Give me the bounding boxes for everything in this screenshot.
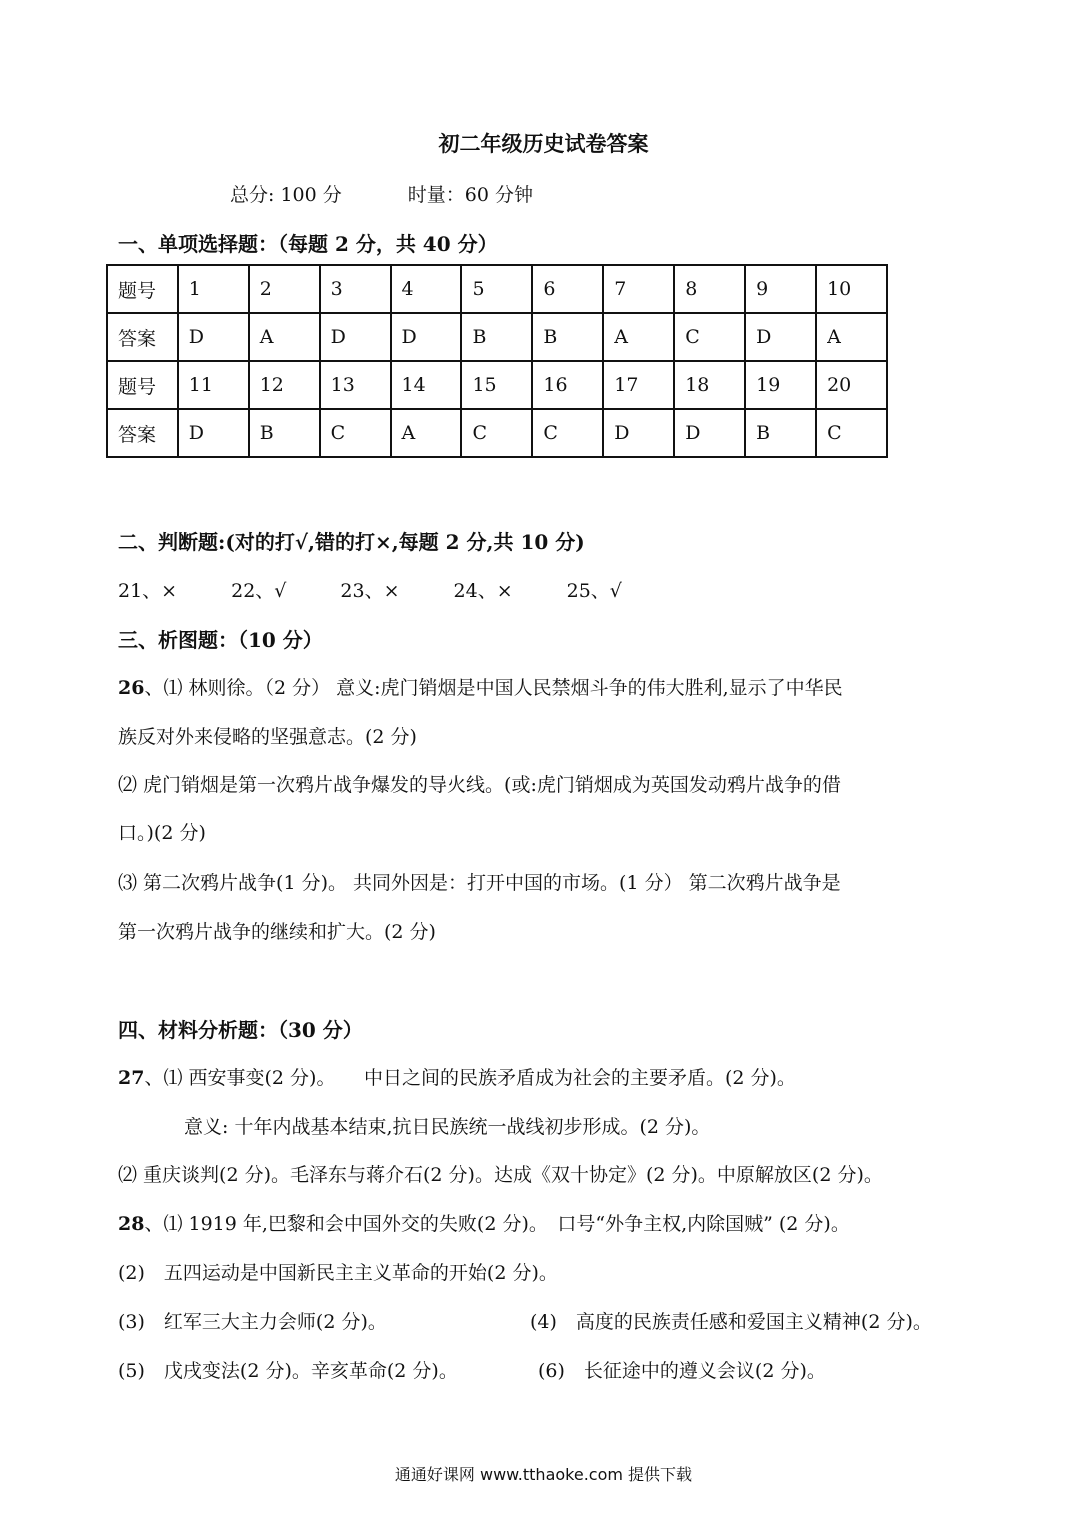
q28-line-4a: (5) 戊戌变法(2 分)。辛亥革命(2 分)。: [118, 1360, 458, 1382]
tf-answer: 24、×: [453, 580, 513, 602]
table-cell-answer: D: [178, 313, 249, 361]
row-label: 题号: [107, 265, 178, 313]
footer-watermark: 通通好课网 www.tthaoke.com 提供下载: [394, 1465, 693, 1484]
q27-line-1: 27、⑴ 西安事变(2 分)。 中日之间的民族矛盾成为社会的主要矛盾。(2 分)。: [118, 1067, 796, 1089]
table-cell-answer: D: [674, 409, 745, 457]
q28-line-3b: (4) 高度的民族责任感和爱国主义精神(2 分)。: [530, 1311, 932, 1333]
q26-line-1: 26、⑴ 林则徐。（2 分） 意义:虎门销烟是中国人民禁烟斗争的伟大胜利,显示了中华民: [118, 677, 843, 699]
tf-answer: 21、×: [118, 580, 178, 602]
table-cell-answer: A: [249, 313, 320, 361]
table-cell-number: 19: [745, 361, 816, 409]
table-cell-number: 18: [674, 361, 745, 409]
tf-answer: 23、×: [340, 580, 400, 602]
total-score: 总分: 100 分: [230, 184, 342, 206]
table-cell-answer: C: [674, 313, 745, 361]
table-cell-number: 4: [391, 265, 462, 313]
table-cell-number: 13: [320, 361, 391, 409]
exam-meta: [230, 180, 593, 207]
table-cell-answer: D: [745, 313, 816, 361]
tf-answer: 25、√: [566, 580, 622, 602]
table-cell-answer: C: [320, 409, 391, 457]
table-cell-number: 10: [816, 265, 887, 313]
q26-line-2: 族反对外来侵略的坚强意志。(2 分): [118, 726, 417, 748]
table-cell-answer: D: [391, 313, 462, 361]
table-cell-number: 14: [391, 361, 462, 409]
table-cell-answer: B: [532, 313, 603, 361]
table-cell-answer: C: [532, 409, 603, 457]
tf-answer: 22、√: [231, 580, 287, 602]
table-cell-answer: B: [249, 409, 320, 457]
q28-line-4b: (6) 长征途中的遵义会议(2 分)。: [538, 1360, 826, 1382]
table-cell-answer: D: [603, 409, 674, 457]
table-row: [107, 265, 887, 313]
table-cell-answer: A: [391, 409, 462, 457]
row-label: 答案: [107, 409, 178, 457]
table-cell-number: 1: [178, 265, 249, 313]
table-cell-number: 2: [249, 265, 320, 313]
table-cell-number: 11: [178, 361, 249, 409]
table-cell-answer: A: [603, 313, 674, 361]
page-title: 初二年级历史试卷答案: [438, 131, 649, 156]
q26-line-6: 第一次鸦片战争的继续和扩大。(2 分): [118, 921, 436, 943]
q28-line-2: (2) 五四运动是中国新民主主义革命的开始(2 分)。: [118, 1262, 558, 1284]
table-cell-answer: C: [461, 409, 532, 457]
table-cell-number: 17: [603, 361, 674, 409]
q27-line-3: ⑵ 重庆谈判(2 分)。毛泽东与蒋介石(2 分)。达成《双十协定》(2 分)。中原解放区(2 分)。: [118, 1164, 883, 1186]
table-row: [107, 313, 887, 361]
table-row: [107, 409, 887, 457]
table-cell-number: 20: [816, 361, 887, 409]
table-cell-number: 12: [249, 361, 320, 409]
q26-number: 26: [118, 677, 145, 699]
table-row: [107, 361, 887, 409]
q28-number: 28: [118, 1213, 145, 1235]
q28-line-3a: (3) 红军三大主力会师(2 分)。: [118, 1311, 387, 1333]
q28-line-1: 28、⑴ 1919 年,巴黎和会中国外交的失败(2 分)。 口号“外争主权,内除国贼” (2 分)。: [118, 1213, 850, 1235]
table-cell-number: 7: [603, 265, 674, 313]
table-cell-number: 16: [532, 361, 603, 409]
time-limit: 时量：60 分钟: [407, 184, 534, 206]
section3-heading: 三、析图题：（10 分）: [118, 628, 323, 652]
q26-line-5: ⑶ 第二次鸦片战争(1 分)。 共同外因是：打开中国的市场。(1 分） 第二次鸦片战争是: [118, 872, 841, 894]
table-cell-answer: C: [816, 409, 887, 457]
table-cell-number: 5: [461, 265, 532, 313]
true-false-answers: [118, 576, 676, 603]
table-cell-answer: B: [461, 313, 532, 361]
section1-heading: 一、单项选择题：（每题 2 分，共 40 分）: [118, 232, 498, 256]
q26-line-4: 口。)(2 分): [118, 822, 206, 844]
table-cell-answer: D: [178, 409, 249, 457]
table-cell-number: 15: [461, 361, 532, 409]
row-label: 题号: [107, 361, 178, 409]
q26-line-3: ⑵ 虎门销烟是第一次鸦片战争爆发的导火线。(或:虎门销烟成为英国发动鸦片战争的借: [118, 774, 841, 796]
q27-line-2: 意义: 十年内战基本结束,抗日民族统一战线初步形成。(2 分)。: [184, 1116, 711, 1138]
table-cell-answer: B: [745, 409, 816, 457]
table-cell-answer: D: [320, 313, 391, 361]
answer-table: [106, 264, 888, 458]
table-cell-number: 3: [320, 265, 391, 313]
q27-number: 27: [118, 1067, 145, 1089]
table-cell-answer: A: [816, 313, 887, 361]
table-cell-number: 9: [745, 265, 816, 313]
section4-heading: 四、材料分析题：（30 分）: [118, 1018, 363, 1042]
section2-heading: 二、判断题:(对的打√,错的打×,每题 2 分,共 10 分): [118, 530, 585, 554]
row-label: 答案: [107, 313, 178, 361]
table-cell-number: 6: [532, 265, 603, 313]
table-cell-number: 8: [674, 265, 745, 313]
